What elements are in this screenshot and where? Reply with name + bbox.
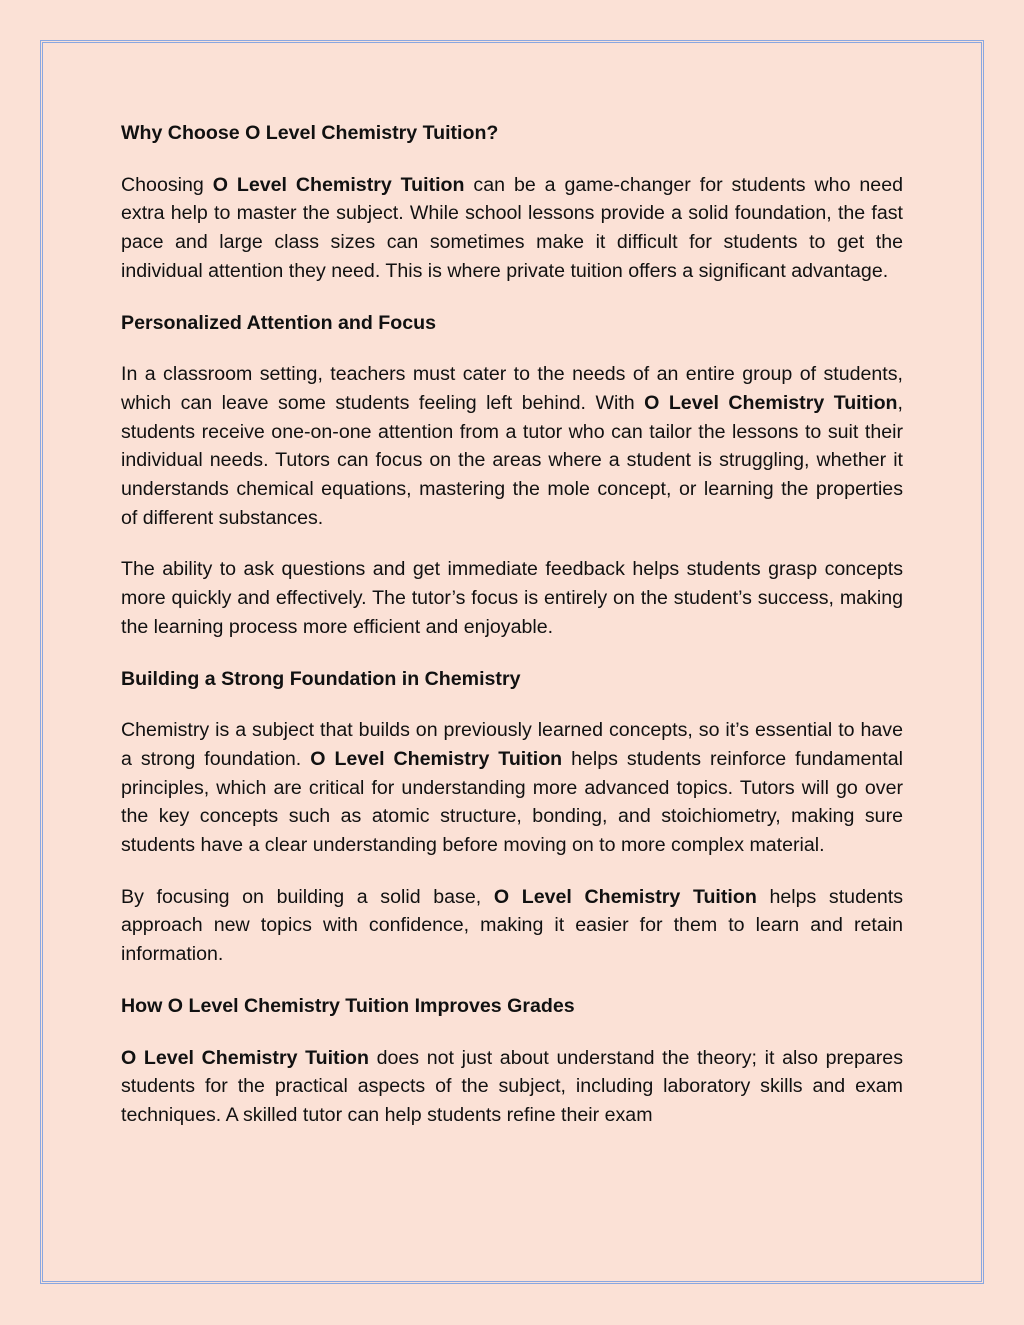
text-run: In a classroom setting, teachers must cater to the needs of an entire group of students, which can leave some students feeling left behind. With	[121, 363, 903, 414]
text-run: can be a game-changer for students who need extra help to master the subject. While school lessons provide a solid foundation, the fast pace and large class sizes can sometimes make it difficult for students to get the individual attention they need. This is where private tuition offers a significant advantage.	[121, 173, 903, 282]
text-run: Chemistry is a subject that builds on previously learned concepts, so it’s essential to have a strong foundation.	[121, 719, 903, 770]
paragraph-personalized-attention-1	[121, 360, 903, 532]
keyword-bold: O Level Chemistry Tuition	[121, 1046, 369, 1069]
keyword-bold: O Level Chemistry Tuition	[644, 391, 898, 414]
text-run: does not just about understand the theory; it also prepares students for the practical aspects of the subject, including laboratory skills and exam techniques. A skilled tutor can help students refine their exam	[121, 1046, 903, 1126]
paragraph-improves-grades	[121, 1044, 903, 1130]
text-run: By focusing on building a solid base,	[121, 885, 494, 908]
text-run: helps students approach new topics with confidence, making it easier for them to learn and retain information.	[121, 885, 903, 966]
keyword-bold: O Level Chemistry Tuition	[493, 885, 757, 908]
heading-personalized-attention: Personalized Attention and Focus	[121, 311, 436, 334]
paragraph-why-choose	[121, 171, 903, 286]
heading-why-choose: Why Choose O Level Chemistry Tuition?	[121, 122, 499, 144]
document-body	[121, 119, 903, 1153]
heading-improves-grades: How O Level Chemistry Tuition Improves Grades	[121, 994, 575, 1017]
text-run: , students receive one-on-one attention from a tutor who can tailor the lessons to suit their individual needs. Tutors can focus on the areas where a student is struggling, whether it understands chemical equations, mastering the mole concept, or learning the properties of different substances.	[121, 391, 903, 529]
text-run: Choosing	[121, 173, 213, 196]
keyword-bold: O Level Chemistry Tuition	[310, 747, 563, 770]
paragraph-strong-foundation-1	[121, 716, 903, 860]
paragraph-personalized-attention-2: The ability to ask questions and get immediate feedback helps students grasp concepts more quickly and effectively. The tutor’s focus is entirely on the student’s success, making the learning process more efficient and enjoyable.	[121, 558, 903, 638]
paragraph-strong-foundation-2	[121, 883, 903, 969]
heading-strong-foundation: Building a Strong Foundation in Chemistry	[121, 667, 521, 690]
text-run: helps students reinforce fundamental principles, which are critical for understanding more advanced topics. Tutors will go over the key concepts such as atomic structure, bonding, and stoichiometry, making sure students have a clear understanding before moving on to more complex material.	[121, 747, 903, 857]
keyword-bold: O Level Chemistry Tuition	[212, 173, 465, 196]
